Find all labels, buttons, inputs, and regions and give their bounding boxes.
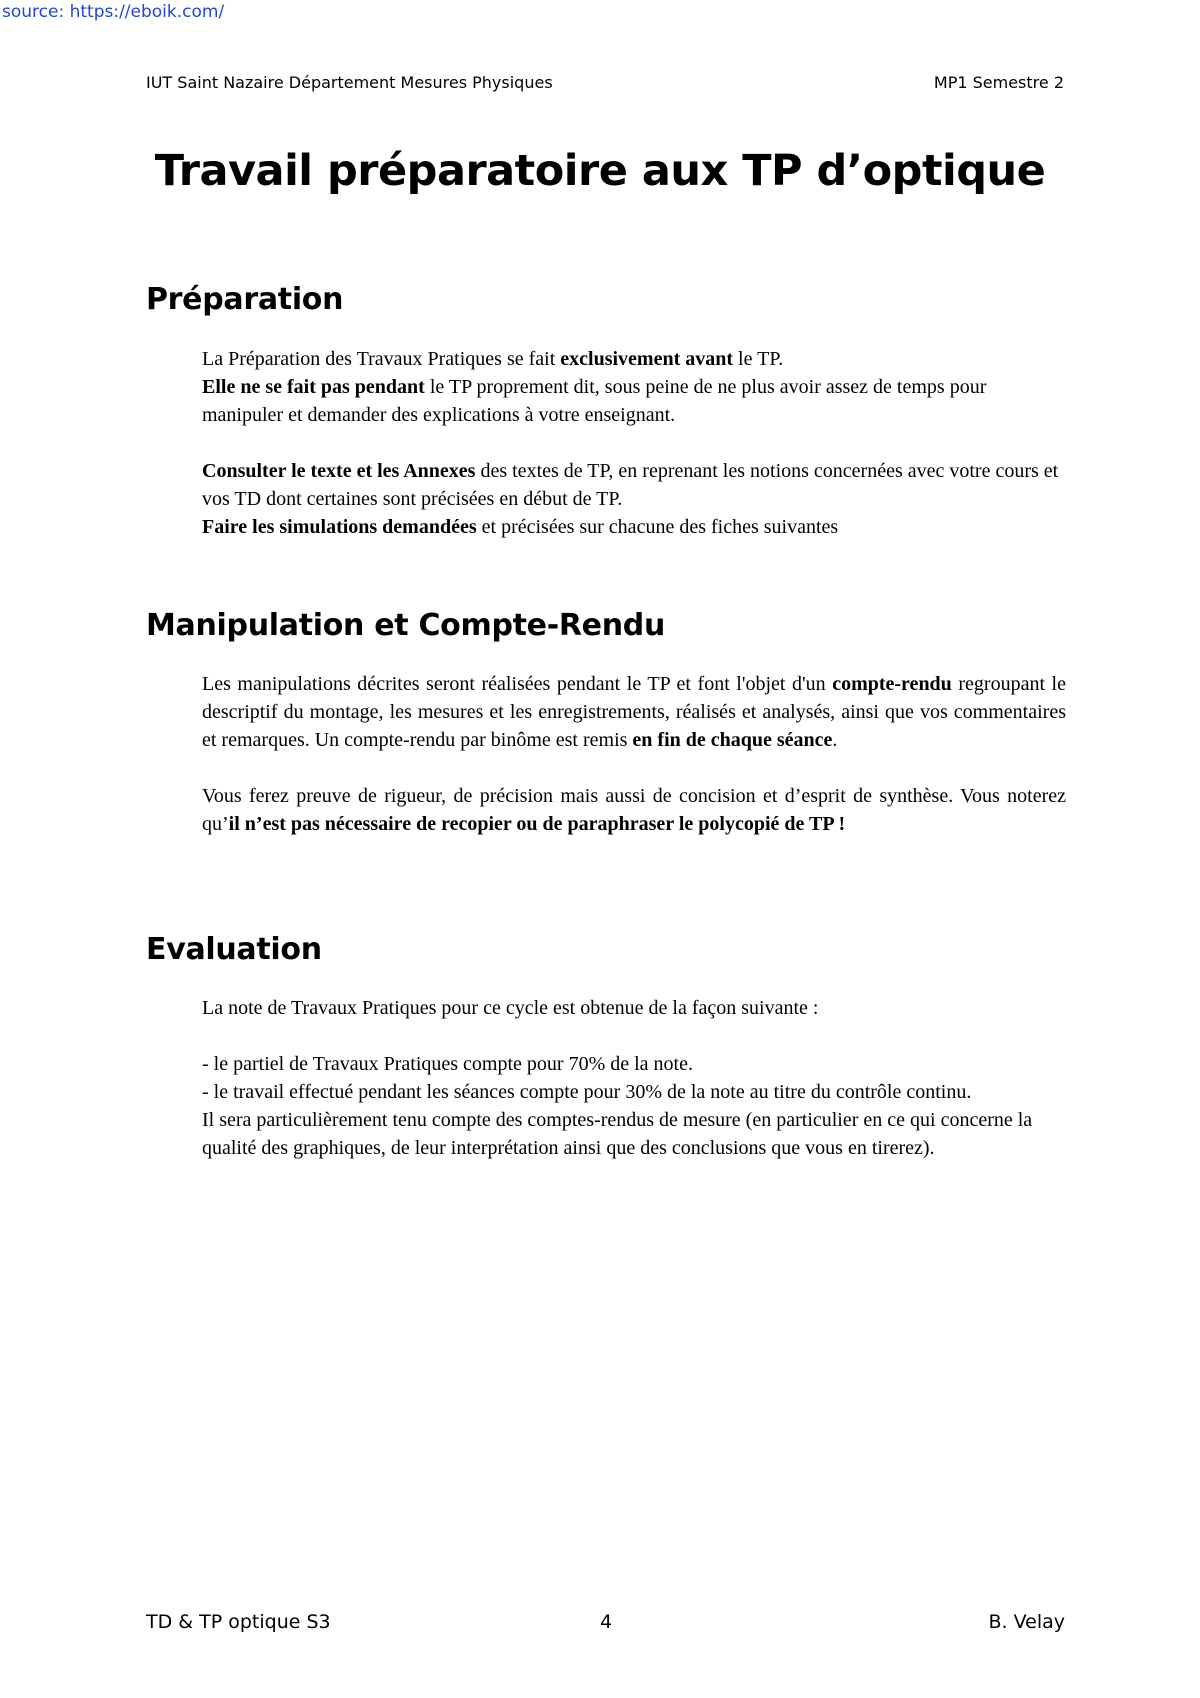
text-run: le TP proprement dit, sous peine de ne plus avoir assez de temps pour manipuler et demander des explications à votre enseignant. [202, 376, 987, 426]
bold-run: compte-rendu [832, 673, 952, 695]
section-heading-evaluation: Evaluation [146, 932, 322, 967]
manipulation-paragraph-1 [202, 670, 1066, 754]
preparation-paragraph-1 [202, 345, 1066, 373]
evaluation-item-1: - le partiel de Travaux Pratiques compte pour 70% de la note. [202, 1053, 693, 1075]
bold-run: il n’est pas nécessaire de recopier ou de paraphraser le polycopié de TP ! [228, 813, 846, 835]
preparation-body [202, 345, 1066, 541]
header-institution: IUT Saint Nazaire Département Mesures Physiques [146, 73, 553, 92]
page-title: Travail préparatoire aux TP d’optique [154, 146, 1046, 196]
source-link[interactable]: source: https://eboik.com/ [2, 2, 225, 22]
bold-run: exclusivement avant [560, 348, 734, 370]
text-run: le TP. [733, 348, 784, 370]
section-heading-preparation: Préparation [146, 282, 344, 317]
preparation-paragraph-3 [202, 457, 1066, 513]
bold-run: Elle ne se fait pas pendant [202, 376, 425, 398]
evaluation-intro: La note de Travaux Pratiques pour ce cycle est obtenue de la façon suivante : [202, 997, 819, 1019]
text-run: et précisées sur chacune des fiches suivantes [476, 516, 839, 538]
text-run: regroupant le descriptif du montage, les mesures et les enregistrements, réalisés et analysés, ainsi que vos commentaires et remarques. Un compte-rendu par binôme est remis [202, 673, 1066, 751]
footer-course: TD & TP optique S3 [146, 1611, 331, 1633]
manipulation-body [202, 670, 1066, 838]
evaluation-note: Il sera particulièrement tenu compte des comptes-rendus de mesure (en particulier en ce qui concerne la qualité des graphiques, de leur interprétation ainsi que des conclusions que vous en tirerez). [202, 1109, 1033, 1159]
bold-run: en fin de chaque séance [632, 729, 833, 751]
preparation-paragraph-4 [202, 513, 1066, 541]
footer-page-number: 4 [600, 1611, 613, 1633]
footer-author: B. Velay [988, 1611, 1065, 1633]
text-run: des textes de TP, en reprenant les notions concernées avec votre cours et vos TD dont certaines sont précisées en début de TP. [202, 460, 1059, 510]
section-heading-manipulation: Manipulation et Compte-Rendu [146, 608, 666, 643]
bold-run: Faire les simulations demandées [202, 516, 477, 538]
text-run: Vous ferez preuve de rigueur, de précision mais aussi de concision et d’esprit de synthèse. Vous noterez qu’ [202, 785, 1066, 835]
text-run: La Préparation des Travaux Pratiques se fait [202, 348, 561, 370]
evaluation-item-2: - le travail effectué pendant les séances compte pour 30% de la note au titre du contrôle continu. [202, 1081, 972, 1103]
header-semester: MP1 Semestre 2 [933, 73, 1064, 92]
text-run: Les manipulations décrites seront réalisées pendant le TP et font l'objet d'un [202, 673, 833, 695]
text-run: . [832, 729, 838, 751]
evaluation-body [202, 994, 1066, 1162]
bold-run: Consulter le texte et les Annexes [202, 460, 476, 482]
preparation-paragraph-2 [202, 373, 1066, 429]
manipulation-paragraph-2 [202, 782, 1066, 838]
